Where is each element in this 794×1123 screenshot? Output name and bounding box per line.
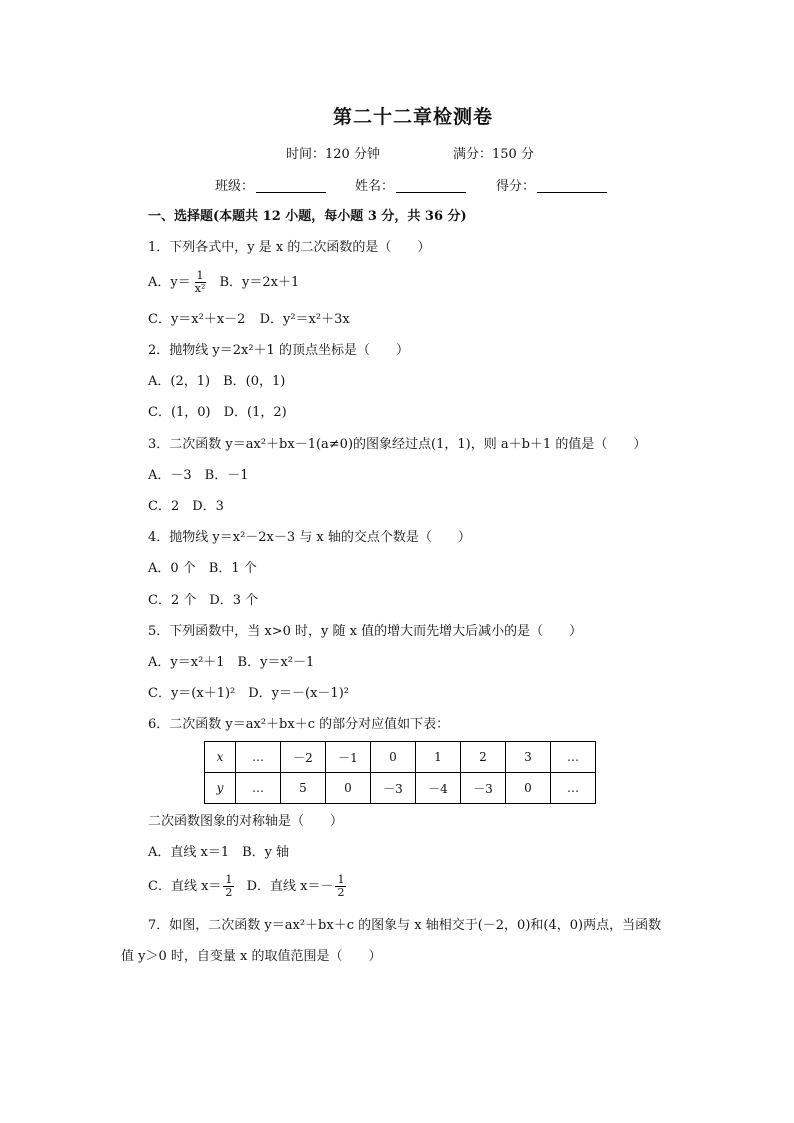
class-field bbox=[215, 178, 326, 196]
q6-options-ab: A．直线 x＝1 B．y 轴 bbox=[148, 845, 290, 860]
q6-d-numerator: 1 bbox=[337, 873, 345, 886]
full-score: 满分：150 分 bbox=[453, 147, 534, 162]
table-cell: … bbox=[236, 742, 281, 773]
table-cell: … bbox=[551, 773, 596, 804]
q2-stem: 2．抛物线 y＝2x²＋1 的顶点坐标是（ ） bbox=[148, 343, 409, 358]
exam-time: 时间：120 分钟 bbox=[286, 147, 380, 162]
q1-option-a bbox=[148, 269, 209, 295]
q5-options-cd: C．y＝(x＋1)² D．y＝－(x－1)² bbox=[148, 686, 349, 701]
q1-options-ab bbox=[148, 268, 299, 298]
q3-options-cd: C．2 D．3 bbox=[148, 499, 224, 514]
q1-option-d: D．y²＝x²＋3x bbox=[259, 312, 350, 327]
table-cell: 0 bbox=[371, 742, 416, 773]
table-cell: 3 bbox=[506, 742, 551, 773]
q1-options-cd bbox=[148, 311, 350, 329]
table-row-x bbox=[205, 742, 596, 773]
class-label: 班级： bbox=[215, 179, 255, 194]
page-title: 第二十二章检测卷 bbox=[333, 106, 494, 128]
q5-options-ab: A．y＝x²＋1 B．y＝x²－1 bbox=[148, 655, 315, 670]
q6-option-c bbox=[148, 873, 236, 899]
q6-value-table bbox=[204, 741, 596, 804]
q6-c-fraction bbox=[223, 874, 234, 899]
class-blank[interactable] bbox=[256, 178, 326, 193]
table-cell: 0 bbox=[326, 773, 371, 804]
q6-stem: 6．二次函数 y＝ax²＋bx＋c 的部分对应值如下表： bbox=[148, 717, 450, 732]
q1-stem: 1．下列各式中，y 是 x 的二次函数的是（ ） bbox=[148, 240, 431, 255]
table-cell: … bbox=[551, 742, 596, 773]
q7-line1: 7．如图，二次函数 y＝ax²＋bx＋c 的图象与 x 轴相交于(－2，0)和(4，0)两点，当函数 bbox=[148, 918, 662, 933]
table-cell: 0 bbox=[506, 773, 551, 804]
name-label: 姓名： bbox=[355, 179, 395, 194]
q6-c-denominator: 2 bbox=[225, 886, 233, 899]
score-field bbox=[496, 178, 607, 196]
name-blank[interactable] bbox=[396, 178, 466, 193]
section-heading: 一、选择题(本题共 12 小题，每小题 3 分，共 36 分) bbox=[148, 209, 467, 224]
table-cell: －4 bbox=[416, 773, 461, 804]
q6-option-d bbox=[246, 873, 349, 899]
q1-a-denominator: x² bbox=[194, 282, 206, 295]
q3-stem: 3．二次函数 y＝ax²＋bx－1(a≠0)的图象经过点(1，1)，则 a＋b＋1 的值是（ ） bbox=[148, 437, 647, 452]
table-cell: －2 bbox=[281, 742, 326, 773]
table-cell: －3 bbox=[371, 773, 416, 804]
q1-a-fraction bbox=[193, 270, 208, 295]
q2-options-ab: A．(2，1) B．(0，1) bbox=[148, 374, 286, 389]
q1-option-b: B．y＝2x＋1 bbox=[219, 275, 300, 290]
q6-d-prefix: D．直线 x＝－ bbox=[246, 879, 334, 894]
table-row-y bbox=[205, 773, 596, 804]
name-field bbox=[355, 178, 466, 196]
q6-d-denominator: 2 bbox=[337, 886, 345, 899]
q4-options-cd: C．2 个 D．3 个 bbox=[148, 593, 259, 608]
q5-stem: 5．下列函数中，当 x>0 时，y 随 x 值的增大而先增大后减小的是（ ） bbox=[148, 624, 583, 639]
q6-question: 二次函数图象的对称轴是（ ） bbox=[148, 814, 344, 829]
q7-line2: 值 y＞0 时，自变量 x 的取值范围是（ ） bbox=[121, 949, 382, 964]
table-cell: 5 bbox=[281, 773, 326, 804]
q3-options-ab: A．－3 B．－1 bbox=[148, 468, 249, 483]
q6-c-numerator: 1 bbox=[225, 873, 233, 886]
table-cell: －1 bbox=[326, 742, 371, 773]
score-label: 得分： bbox=[496, 179, 536, 194]
q6-options-cd bbox=[148, 872, 348, 902]
table-cell: … bbox=[236, 773, 281, 804]
q1-a-numerator: 1 bbox=[196, 269, 204, 282]
table-cell: －3 bbox=[461, 773, 506, 804]
table-cell-y-label: y bbox=[205, 773, 236, 804]
score-blank[interactable] bbox=[537, 178, 607, 193]
q2-options-cd: C．(1，0) D．(1，2) bbox=[148, 405, 287, 420]
table-cell-x-label: x bbox=[205, 742, 236, 773]
q4-stem: 4．抛物线 y＝x²－2x－3 与 x 轴的交点个数是（ ） bbox=[148, 530, 471, 545]
table-cell: 1 bbox=[416, 742, 461, 773]
q1-option-c: C．y＝x²＋x－2 bbox=[148, 312, 246, 327]
q6-d-fraction bbox=[335, 874, 346, 899]
q4-options-ab: A．0 个 B．1 个 bbox=[148, 561, 257, 576]
q6-c-prefix: C．直线 x＝ bbox=[148, 879, 222, 894]
q1-a-prefix: A．y＝ bbox=[148, 275, 191, 290]
table-cell: 2 bbox=[461, 742, 506, 773]
